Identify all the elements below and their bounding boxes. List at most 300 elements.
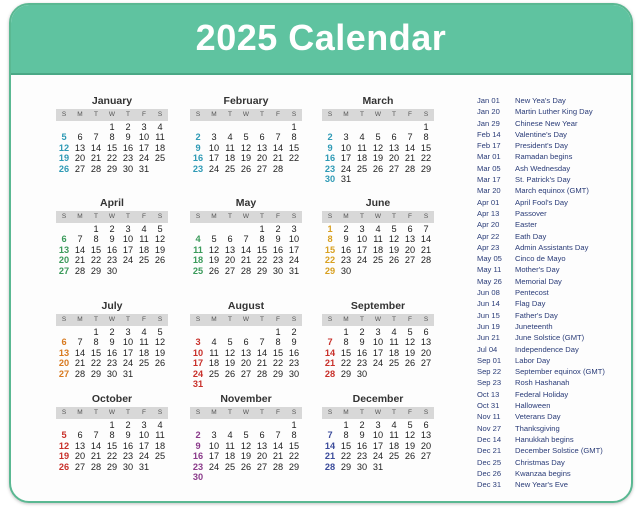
empty-day — [254, 122, 270, 132]
day-number: 10 — [340, 142, 352, 153]
day-number: 13 — [404, 234, 416, 245]
weekday-label: S — [327, 409, 333, 416]
holiday-name: Father's Day — [515, 310, 558, 320]
day-number: 28 — [420, 255, 432, 266]
day-number: 28 — [324, 368, 336, 379]
day-number: 5 — [211, 234, 217, 245]
day-number: 15 — [324, 244, 336, 255]
holiday-date: Nov 11 — [477, 412, 501, 422]
holiday-item — [477, 118, 627, 129]
weekday-label: F — [142, 213, 146, 220]
weekday-label: W — [108, 316, 116, 323]
weekday-label: S — [61, 213, 67, 220]
holiday-name: Halloween — [515, 401, 551, 411]
day-number: 8 — [327, 234, 333, 245]
day-number: 17 — [288, 244, 300, 255]
day-number: 3 — [125, 224, 131, 234]
weekday-label: S — [195, 409, 201, 416]
day-number: 21 — [74, 255, 86, 266]
day-number: 13 — [420, 337, 432, 348]
weekday-label: S — [291, 409, 297, 416]
day-number: 25 — [138, 255, 150, 266]
month-name: March — [362, 95, 394, 107]
day-number: 15 — [106, 142, 118, 153]
day-number: 20 — [404, 244, 416, 255]
day-number: 29 — [106, 461, 118, 472]
day-grid — [322, 327, 434, 379]
day-grid — [56, 224, 168, 276]
day-number: 5 — [407, 327, 413, 337]
empty-day — [190, 420, 206, 430]
weekday-label: T — [126, 213, 130, 220]
day-number: 17 — [138, 440, 150, 451]
day-number: 1 — [93, 327, 99, 337]
day-number: 10 — [192, 347, 204, 358]
day-number: 20 — [240, 358, 252, 369]
day-number: 19 — [58, 153, 70, 164]
empty-day — [338, 122, 354, 132]
weekday-label: M — [211, 409, 217, 416]
weekday-label: F — [276, 213, 280, 220]
day-number: 31 — [340, 173, 352, 184]
empty-day — [206, 327, 222, 337]
day-number: 17 — [340, 153, 352, 164]
weekday-label: T — [360, 213, 364, 220]
day-number: 15 — [90, 347, 102, 358]
day-number: 25 — [224, 461, 236, 472]
day-number: 22 — [90, 255, 102, 266]
day-number: 4 — [195, 234, 201, 245]
day-number: 30 — [340, 265, 352, 276]
day-number: 3 — [195, 337, 201, 348]
day-number: 29 — [272, 368, 284, 379]
empty-day — [270, 122, 286, 132]
day-number: 11 — [193, 244, 203, 255]
weekday-label: T — [260, 213, 264, 220]
day-number: 12 — [58, 142, 70, 153]
month-august — [190, 300, 302, 389]
day-number: 16 — [122, 142, 134, 153]
weekday-label: S — [61, 111, 67, 118]
month-november — [190, 393, 302, 482]
weekday-label: T — [260, 111, 264, 118]
day-number: 14 — [404, 142, 416, 153]
day-number: 20 — [420, 347, 432, 358]
holiday-name: Labor Day — [515, 355, 551, 365]
day-number: 12 — [240, 142, 252, 153]
day-number: 1 — [291, 122, 297, 132]
day-number: 9 — [195, 142, 201, 153]
day-number: 6 — [77, 132, 83, 143]
day-number: 11 — [389, 337, 399, 348]
day-number: 24 — [192, 368, 204, 379]
day-number: 19 — [58, 451, 70, 462]
day-number: 2 — [275, 224, 281, 234]
day-number: 18 — [224, 153, 236, 164]
day-number: 26 — [240, 163, 252, 174]
day-number: 15 — [256, 244, 268, 255]
day-number: 9 — [125, 132, 131, 143]
day-grid — [56, 122, 168, 174]
day-number: 22 — [106, 451, 118, 462]
day-number: 6 — [423, 420, 429, 430]
month-june — [322, 197, 434, 276]
day-number: 21 — [256, 358, 268, 369]
day-number: 16 — [356, 347, 368, 358]
holiday-date: Apr 22 — [477, 231, 500, 241]
weekday-label: F — [276, 409, 280, 416]
day-number: 6 — [259, 430, 265, 441]
holiday-name: New Year's Eve — [515, 480, 568, 490]
weekday-label: S — [423, 409, 429, 416]
month-april — [56, 197, 168, 276]
holiday-name: Rosh Hashanah — [515, 378, 570, 388]
day-number: 2 — [109, 327, 115, 337]
holiday-item — [477, 287, 627, 298]
weekday-label: W — [242, 213, 250, 220]
day-number: 17 — [192, 358, 204, 369]
month-may — [190, 197, 302, 276]
holiday-item — [477, 377, 627, 388]
day-grid — [190, 420, 302, 482]
day-number: 17 — [356, 244, 368, 255]
day-number: 7 — [407, 132, 413, 143]
day-number: 8 — [275, 337, 281, 348]
day-number: 26 — [224, 368, 236, 379]
day-number: 19 — [224, 358, 236, 369]
day-number: 16 — [106, 347, 118, 358]
day-number: 8 — [291, 430, 297, 441]
day-number: 13 — [58, 347, 70, 358]
day-number: 18 — [138, 347, 150, 358]
empty-day — [88, 122, 104, 132]
holiday-item — [477, 332, 627, 343]
day-number: 26 — [372, 163, 384, 174]
day-number: 21 — [324, 358, 336, 369]
day-number: 19 — [154, 347, 166, 358]
day-grid — [322, 420, 434, 472]
holiday-date: Oct 13 — [477, 389, 500, 399]
holiday-date: Jun 15 — [477, 310, 500, 320]
day-number: 13 — [256, 142, 268, 153]
empty-day — [222, 224, 238, 234]
holiday-item — [477, 411, 627, 422]
holiday-item — [477, 344, 627, 355]
day-number: 22 — [256, 255, 268, 266]
day-number: 6 — [243, 337, 249, 348]
day-number: 17 — [372, 440, 384, 451]
day-number: 17 — [372, 347, 384, 358]
month-february — [190, 95, 302, 174]
day-number: 19 — [388, 244, 400, 255]
day-number: 15 — [106, 440, 118, 451]
day-number: 6 — [407, 224, 413, 234]
weekday-label: M — [343, 111, 349, 118]
day-number: 1 — [259, 224, 265, 234]
day-number: 6 — [259, 132, 265, 143]
month-name: February — [223, 95, 269, 107]
holiday-name: President's Day — [515, 141, 568, 151]
weekday-label: S — [327, 111, 333, 118]
day-number: 15 — [340, 440, 352, 451]
weekday-label: M — [211, 111, 217, 118]
weekday-label: T — [228, 409, 232, 416]
empty-day — [72, 122, 88, 132]
holiday-list — [477, 95, 627, 490]
day-number: 24 — [356, 255, 368, 266]
holiday-date: Sep 23 — [477, 378, 502, 388]
day-number: 30 — [106, 368, 118, 379]
day-number: 29 — [106, 163, 118, 174]
day-number: 27 — [256, 461, 268, 472]
day-number: 4 — [211, 337, 217, 348]
day-number: 5 — [407, 420, 413, 430]
day-number: 24 — [138, 451, 150, 462]
day-number: 8 — [109, 430, 115, 441]
month-october — [56, 393, 168, 472]
day-number: 21 — [240, 255, 252, 266]
day-number: 11 — [357, 142, 367, 153]
day-number: 9 — [195, 440, 201, 451]
holiday-name: Juneteenth — [515, 321, 553, 331]
day-number: 16 — [122, 440, 134, 451]
empty-day — [238, 420, 254, 430]
holiday-item — [477, 129, 627, 140]
day-number: 9 — [359, 430, 365, 441]
weekday-label: S — [157, 111, 163, 118]
day-number: 1 — [109, 420, 115, 430]
weekday-label: T — [94, 213, 98, 220]
day-number: 29 — [90, 368, 102, 379]
day-number: 9 — [109, 337, 115, 348]
weekday-label: S — [423, 111, 429, 118]
day-number: 2 — [195, 430, 201, 441]
day-number: 11 — [209, 347, 219, 358]
day-number: 2 — [327, 132, 333, 143]
month-december — [322, 393, 434, 472]
day-number: 28 — [272, 461, 284, 472]
day-number: 13 — [74, 440, 86, 451]
weekday-label: S — [195, 316, 201, 323]
day-number: 4 — [141, 327, 147, 337]
day-number: 4 — [141, 224, 147, 234]
day-number: 20 — [388, 153, 400, 164]
day-number: 14 — [272, 440, 284, 451]
holiday-date: Jun 08 — [477, 288, 500, 298]
day-number: 4 — [157, 122, 163, 132]
day-number: 13 — [388, 142, 400, 153]
day-number: 28 — [74, 368, 86, 379]
holiday-item — [477, 174, 627, 185]
day-number: 5 — [375, 132, 381, 143]
holiday-name: Kwanzaa begins — [515, 468, 571, 478]
day-number: 4 — [227, 132, 233, 143]
day-number: 23 — [356, 451, 368, 462]
weekday-label: M — [343, 409, 349, 416]
day-number: 6 — [423, 327, 429, 337]
day-number: 12 — [404, 337, 416, 348]
holiday-name: Chinese New Year — [515, 118, 578, 128]
day-number: 1 — [93, 224, 99, 234]
day-number: 15 — [90, 244, 102, 255]
day-number: 8 — [109, 132, 115, 143]
holiday-date: Mar 05 — [477, 163, 501, 173]
day-number: 22 — [340, 451, 352, 462]
weekday-label: F — [142, 316, 146, 323]
holiday-name: Veterans Day — [515, 412, 561, 422]
day-number: 10 — [372, 430, 384, 441]
day-number: 20 — [74, 153, 86, 164]
weekday-label: T — [126, 111, 130, 118]
weekday-label: S — [291, 111, 297, 118]
holiday-date: Dec 25 — [477, 457, 502, 467]
day-number: 8 — [259, 234, 265, 245]
day-number: 8 — [343, 430, 349, 441]
day-number: 26 — [58, 163, 70, 174]
weekday-label: F — [408, 213, 412, 220]
day-number: 26 — [388, 255, 400, 266]
day-number: 23 — [106, 358, 118, 369]
day-number: 6 — [61, 234, 67, 245]
day-number: 27 — [240, 368, 252, 379]
day-number: 14 — [256, 347, 268, 358]
holiday-name: Mother's Day — [515, 265, 560, 275]
day-number: 7 — [243, 234, 249, 245]
empty-day — [190, 327, 206, 337]
day-number: 14 — [240, 244, 252, 255]
weekday-label: S — [291, 213, 297, 220]
weekday-label: T — [392, 111, 396, 118]
day-number: 6 — [61, 337, 67, 348]
holiday-item — [477, 355, 627, 366]
holiday-date: Sep 01 — [477, 355, 502, 365]
day-number: 19 — [404, 347, 416, 358]
day-number: 25 — [388, 358, 400, 369]
day-number: 18 — [372, 244, 384, 255]
weekday-label: S — [157, 316, 163, 323]
weekday-label: S — [327, 316, 333, 323]
day-number: 20 — [256, 153, 268, 164]
empty-day — [254, 420, 270, 430]
weekday-label: T — [228, 316, 232, 323]
empty-day — [88, 420, 104, 430]
weekday-label: M — [77, 213, 83, 220]
day-number: 28 — [404, 163, 416, 174]
holiday-date: Apr 23 — [477, 242, 500, 252]
day-number: 8 — [93, 234, 99, 245]
day-number: 19 — [154, 244, 166, 255]
day-number: 26 — [404, 358, 416, 369]
weekday-header — [322, 314, 434, 326]
day-number: 15 — [340, 347, 352, 358]
day-number: 5 — [227, 337, 233, 348]
holiday-item — [477, 208, 627, 219]
holiday-name: Christmas Day — [515, 457, 565, 467]
day-number: 30 — [356, 461, 368, 472]
holiday-date: Jan 20 — [477, 107, 500, 117]
day-number: 24 — [122, 255, 134, 266]
weekday-label: T — [126, 409, 130, 416]
day-number: 7 — [93, 430, 99, 441]
day-number: 5 — [157, 224, 163, 234]
day-number: 30 — [122, 163, 134, 174]
day-number: 2 — [359, 327, 365, 337]
holiday-date: Mar 20 — [477, 186, 501, 196]
day-number: 14 — [74, 347, 86, 358]
day-number: 27 — [420, 451, 432, 462]
day-number: 18 — [192, 255, 204, 266]
day-number: 2 — [343, 224, 349, 234]
empty-day — [222, 327, 238, 337]
holiday-item — [477, 253, 627, 264]
weekday-header — [322, 109, 434, 121]
empty-day — [72, 327, 88, 337]
day-number: 14 — [74, 244, 86, 255]
day-number: 15 — [288, 142, 300, 153]
month-name: August — [227, 300, 265, 312]
weekday-label: W — [374, 409, 382, 416]
day-number: 15 — [288, 440, 300, 451]
holiday-item — [477, 95, 627, 106]
day-number: 29 — [324, 265, 336, 276]
weekday-label: W — [108, 213, 116, 220]
day-number: 27 — [388, 163, 400, 174]
day-number: 21 — [324, 451, 336, 462]
holiday-item — [477, 197, 627, 208]
day-number: 19 — [372, 153, 384, 164]
holiday-date: Dec 14 — [477, 434, 502, 444]
day-number: 21 — [272, 451, 284, 462]
day-number: 12 — [224, 347, 236, 358]
title-banner — [11, 5, 631, 75]
day-number: 10 — [208, 440, 220, 451]
day-number: 10 — [122, 234, 134, 245]
day-number: 10 — [138, 132, 150, 143]
day-number: 12 — [58, 440, 70, 451]
day-number: 1 — [423, 122, 429, 132]
day-number: 1 — [327, 224, 333, 234]
weekday-label: F — [276, 316, 280, 323]
day-number: 4 — [391, 420, 397, 430]
day-number: 4 — [157, 420, 163, 430]
holiday-name: Admin Assistants Day — [515, 242, 589, 252]
day-number: 29 — [420, 163, 432, 174]
day-number: 26 — [154, 358, 166, 369]
day-number: 7 — [77, 234, 83, 245]
holiday-date: Oct 31 — [477, 401, 500, 411]
empty-day — [370, 122, 386, 132]
day-number: 11 — [389, 430, 399, 441]
holiday-name: Martin Luther King Day — [515, 107, 593, 117]
day-number: 17 — [122, 244, 134, 255]
day-number: 7 — [275, 430, 281, 441]
day-number: 3 — [125, 327, 131, 337]
day-number: 8 — [93, 337, 99, 348]
day-number: 23 — [122, 451, 134, 462]
holiday-item — [477, 276, 627, 287]
empty-day — [402, 122, 418, 132]
holiday-date: May 11 — [477, 265, 502, 275]
month-name: September — [350, 300, 406, 312]
day-number: 30 — [288, 368, 300, 379]
weekday-label: W — [374, 316, 382, 323]
weekday-label: W — [242, 111, 250, 118]
day-number: 12 — [388, 234, 400, 245]
day-number: 18 — [388, 440, 400, 451]
day-number: 20 — [58, 358, 70, 369]
holiday-item — [477, 468, 627, 479]
empty-day — [56, 327, 72, 337]
